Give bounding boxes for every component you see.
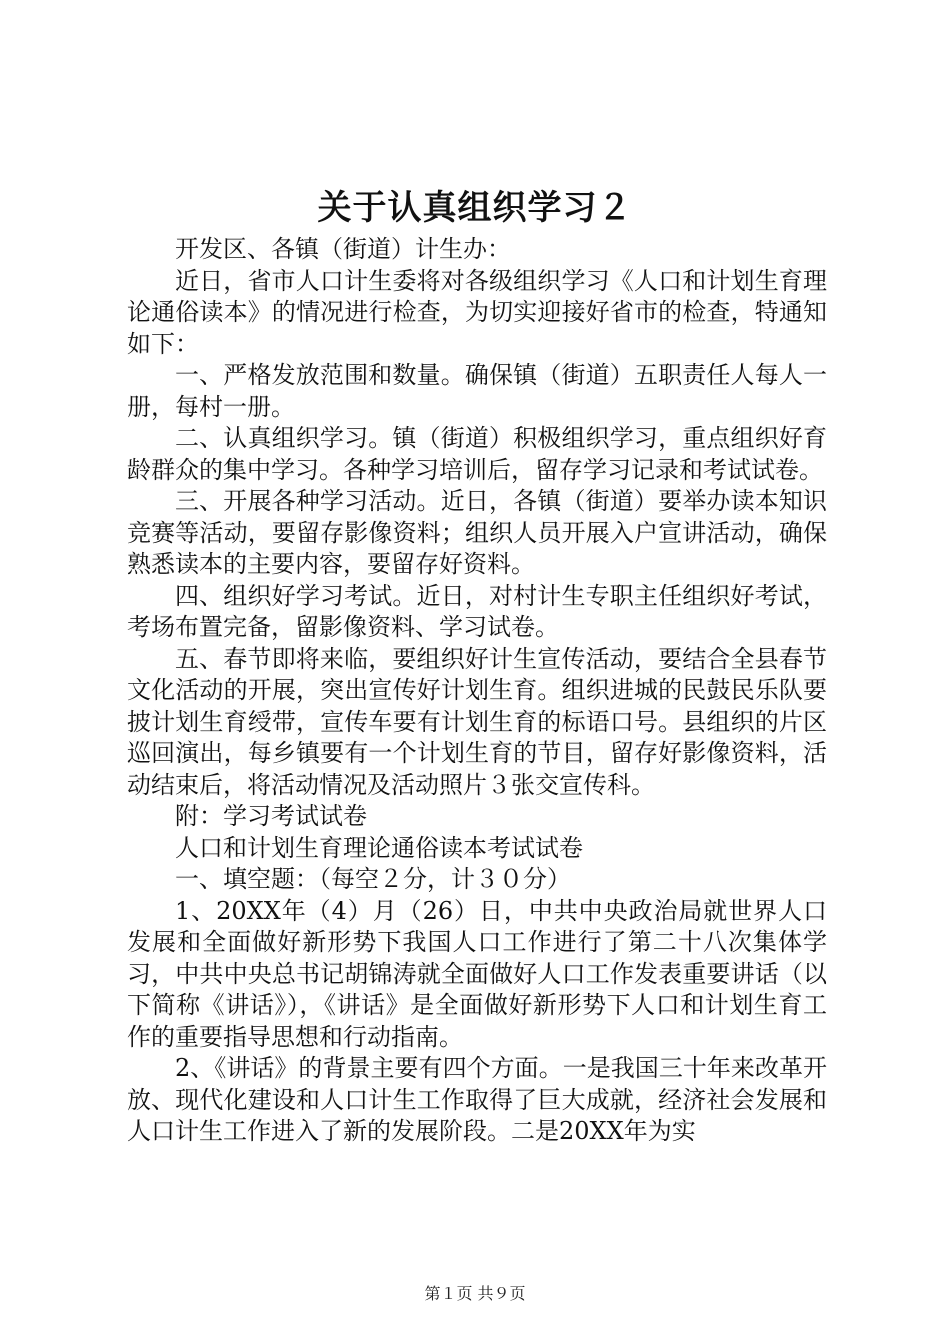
document-body <box>127 234 827 1148</box>
paragraph-question-1: 1、20XX年（4）月（26）日，中共中央政治局就世界人口发展和全面做好新形势下我国人口工作进行了第二十八次集体学习，中共中央总书记胡锦涛就全面做好人口工作发表重要讲话（以下简称《讲话》），《讲话》是全面做好新形势下人口和计划生育工作的重要指导思想和行动指南。 <box>127 896 827 1051</box>
paragraph-attachment: 附：学习考试试卷 <box>175 802 367 830</box>
document-title: 关于认真组织学习２ <box>317 188 633 228</box>
paragraph-exam-title: 人口和计划生育理论通俗读本考试试卷 <box>175 833 583 862</box>
paragraph-section-heading: 一、填空题：（每空２分，计３０分） <box>175 865 571 893</box>
paragraph-item-2: 二、认真组织学习。镇（街道）积极组织学习，重点组织好育龄群众的集中学习。各种学习培训后，留存学习记录和考试试卷。 <box>127 424 827 484</box>
paragraph-item-1: 一、严格发放范围和数量。确保镇（街道）五职责任人每人一册，每村一册。 <box>127 361 827 421</box>
paragraph-question-2: 2、《讲话》的背景主要有四个方面。一是我国三十年来改革开放、现代化建设和人口计生工作取得了巨大成就，经济社会发展和人口计生工作进入了新的发展阶段。二是20XX年为实 <box>127 1054 827 1145</box>
page-footer: 第１页 共９页 <box>424 1284 526 1303</box>
paragraph-intro: 近日，省市人口计生委将对各级组织学习《人口和计划生育理论通俗读本》的情况进行检查，为切实迎接好省市的检查，特通知如下： <box>127 266 827 358</box>
paragraph-item-5: 五、春节即将来临，要组织好计生宣传活动，要结合全县春节文化活动的开展，突出宣传好计划生育。组织进城的民鼓民乐队要披计划生育绶带，宣传车要有计划生育的标语口号。县组织的片区巡回演出，每乡镇要有一个计划生育的节目，留存好影像资料，活动结束后，将活动情况及活动照片３张交宣传科。 <box>127 644 827 799</box>
paragraph-salutation: 开发区、各镇（街道）计生办： <box>175 235 511 263</box>
paragraph-item-3: 三、开展各种学习活动。近日，各镇（街道）要举办读本知识竞赛等活动，要留存影像资料；组织人员开展入户宣讲活动，确保熟悉读本的主要内容，要留存好资料。 <box>127 487 827 578</box>
paragraph-item-4: 四、组织好学习考试。近日，对村计生专职主任组织好考试，考场布置完备，留影像资料、学习试卷。 <box>127 581 827 641</box>
